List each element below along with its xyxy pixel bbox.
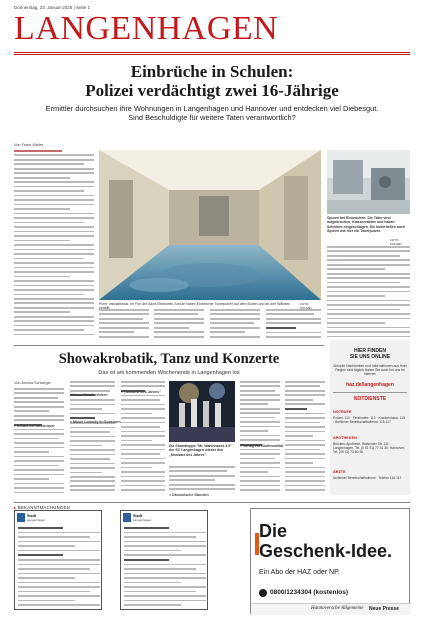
feature-subhead: Das ist am kommenden Wochenende in Langenhagen los <box>98 370 240 376</box>
promo-brand-np: Neue Presse <box>369 606 400 612</box>
lead-photo <box>99 150 321 300</box>
lead-side-photo <box>327 150 410 214</box>
masthead-rule <box>14 52 410 53</box>
ad-1-sub: Langenhagen <box>27 518 46 522</box>
section-rule <box>14 345 324 346</box>
announcement-ad-2 <box>120 510 208 610</box>
bottom-rule <box>14 502 410 503</box>
announcements-bullet: ▸ <box>14 505 18 510</box>
feature-byline: Von Annika Schwegel <box>14 381 51 385</box>
sidebar-online-note: Aktuelle Nachrichten und Informationen aus Ihrer Region sind täglich finden Sie auch bei uns im Internet: <box>333 364 407 377</box>
sidebar-section-1-text: Polizei: 110 · Feuerwehr: 112 · Krankenhaus: 115 · Ärztlicher Bereitschaftsdienst: 116 117 <box>333 416 406 425</box>
lead-column-4 <box>210 309 260 343</box>
sidebar-section-2-text: Brücken-Apotheke, Walsroder Str. 111, Langenhagen, Tel. (0 51 91) 77 31 30; Hannover, Tel. (05 11) 73 60 36 <box>333 442 405 455</box>
feature-headline: Showakrobatik, Tanz und Konzerte <box>58 351 280 367</box>
feature-item-1: » Kinder bei Kinderoper <box>14 424 55 428</box>
feature-column-4 <box>169 466 235 496</box>
feature-photo-caption: Die Showtruppe "Mr. Walshnacks 4.0" der SC Langenhagen wieder den „Showact des Jahres". <box>169 444 232 457</box>
lead-column-5 <box>266 309 321 343</box>
dateline: Donnerstag, 23. Januar 2025 | Seite 1 <box>14 5 90 10</box>
feature-item-3: » Music Comedy in Godshorn <box>70 420 121 424</box>
promo-footer <box>251 603 411 615</box>
lead-headline-line-2: Polizei verdächtigt zwei 16-Jährige <box>85 81 339 100</box>
ad-1-body <box>18 527 100 609</box>
promo-brand-haz: Hannoversche Allgemeine <box>311 606 364 611</box>
feature-column-3 <box>121 381 165 496</box>
feature-item-6: » Vorlag zur Bluttmiralität <box>240 444 284 448</box>
feature-photo <box>169 381 235 442</box>
promo-title-line-2: Geschenk-Idee. <box>259 541 393 561</box>
promo-title-line-1: Die <box>259 521 288 541</box>
ad-2-sub: Langenhagen <box>133 518 152 522</box>
ad-1-title: Stadt <box>27 513 37 518</box>
feature-item-2: » Innen Musik erleben <box>70 393 108 397</box>
sidebar-divider <box>333 392 407 393</box>
announcements-label-text: BEKANNTMACHUNGEN <box>17 505 70 510</box>
promo-subtitle: Ein Abo der HAZ oder NP. <box>259 569 340 576</box>
sidebar-section-3-title: ÄRZTE <box>333 470 346 474</box>
sidebar-section-2-title: APOTHEKEN <box>333 436 357 440</box>
sidebar-notdienste: NOTDIENSTE <box>353 396 387 402</box>
online-sidebar <box>330 340 410 495</box>
masthead: LANGENHAGEN <box>14 10 279 47</box>
feature-column-6 <box>285 381 325 496</box>
ad-2-body <box>124 527 206 609</box>
announcement-ad-1 <box>14 510 102 610</box>
lead-headline-line-1: Einbrüche in Schulen: <box>130 62 294 81</box>
feature-item-5: » Dämonische Stunden <box>169 493 209 497</box>
lead-photo-image <box>99 150 321 300</box>
lead-column-3 <box>154 309 204 343</box>
lead-side-credit: FOTO: POLIZEI <box>390 238 402 247</box>
lead-column-1 <box>14 150 94 342</box>
promo-phone-number[interactable]: 0800/1234304 (kostenlos) <box>270 589 349 596</box>
sidebar-section-1-title: NOTRUFE <box>333 410 352 414</box>
lead-subhead-line-2: Sind Beschuldigte für weitere Taten verantwortlich? <box>128 113 296 122</box>
lead-side-photo-image <box>327 150 410 214</box>
sidebar-title-2: SIE UNS ONLINE <box>349 354 391 360</box>
city-crest-icon <box>123 513 131 522</box>
feature-item-4: » „Slowest des Jahres" <box>121 390 161 394</box>
lead-column-2 <box>99 309 149 343</box>
feature-column-5 <box>240 381 280 496</box>
lead-subhead-line-1: Ermittler durchsuchen ihre Wohnungen in Langenhagen und Hannover und entdecken viel Diebesgut. <box>45 104 379 113</box>
lead-photo-credit: FOTO: <box>300 302 310 306</box>
city-crest-icon <box>17 513 25 522</box>
feature-column-1 <box>14 388 64 496</box>
masthead-rule-thin <box>14 54 410 55</box>
ad-2-title: Stadt <box>133 513 143 518</box>
lead-byline: Von Frank Walter <box>14 143 44 147</box>
sidebar-title-1: HIER FINDEN <box>354 348 386 354</box>
lead-column-6 <box>327 246 410 341</box>
sidebar-section-3-text: Ärztlicher Bereitschaftsdienst · Telefon 116 117 <box>333 476 402 480</box>
phone-icon <box>259 589 267 597</box>
lead-photo-caption: Purer Vandalismus: Im Flur der Adolf-Reichwein-Schule haben Einbrecher Tonerpulver auf dem Boden und an den Wänden <box>99 302 291 306</box>
feature-column-2 <box>70 381 115 496</box>
lead-side-caption: Spuren bei Einbrüchen: Die Täter sind aufgebrochen, Klassenräume und haben Scheiben eingeschlagen. Sie hinterließen auch Spuren wie hier ein Tonerpulver. <box>327 216 405 233</box>
sidebar-url[interactable]: haz.de/langenhagen <box>346 382 394 388</box>
feature-photo-image <box>169 381 235 442</box>
promo-subscription-ad[interactable] <box>250 508 410 614</box>
